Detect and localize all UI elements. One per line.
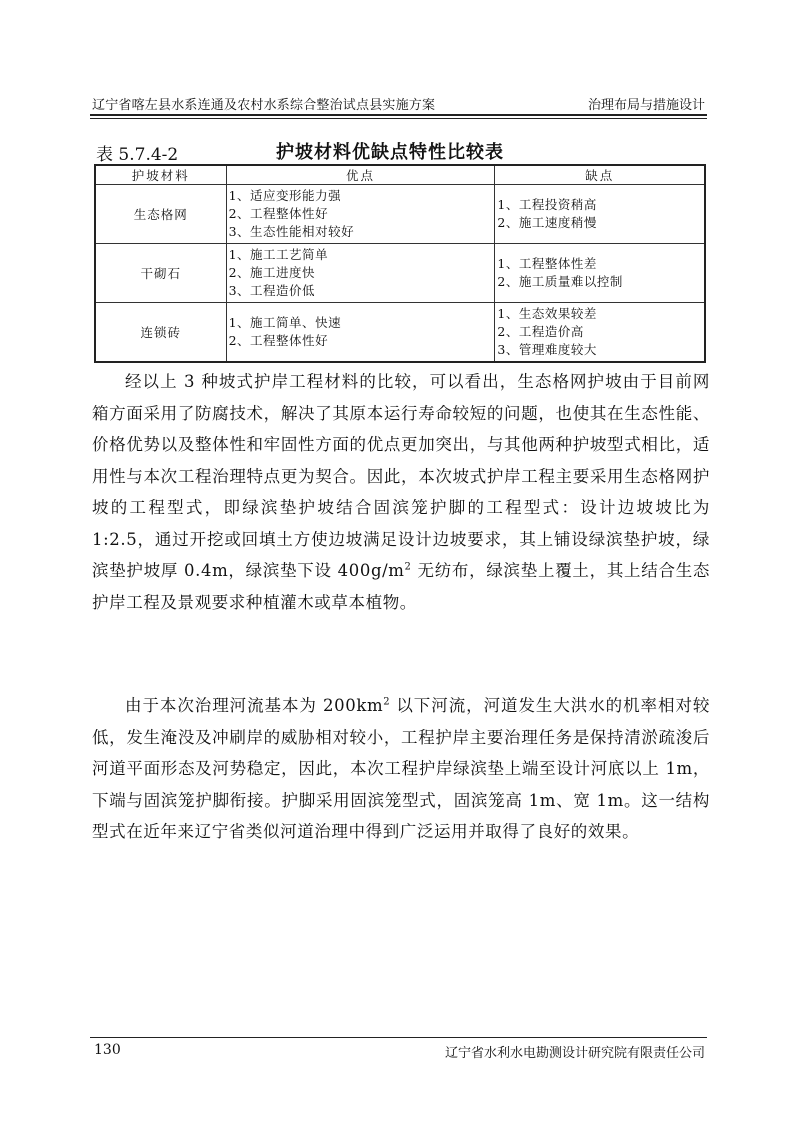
pros-item: 2、工程整体性好 [228,333,329,348]
pros-cell [226,303,495,363]
cons-cell [495,244,705,303]
cons-item: 2、施工质量难以控制 [497,274,623,289]
column-header-pros: 优点 [226,165,495,185]
pros-item: 1、适应变形能力强 [228,188,342,203]
header-rule [90,114,707,119]
cons-item: 2、施工速度稍慢 [497,215,597,230]
footer-organization: 辽宁省水利水电勘测设计研究院有限责任公司 [444,1046,705,1061]
table-header-row [95,165,705,185]
cons-item: 1、工程投资稍高 [497,197,597,212]
page-number: 130 [94,1042,121,1058]
running-header-title: 辽宁省喀左县水系连通及农村水系综合整治试点县实施方案 [92,98,436,113]
material-cell: 连锁砖 [95,303,226,363]
column-header-material: 护坡材料 [95,165,226,185]
table-row [95,244,705,303]
superscript: 2 [404,561,412,573]
comparison-table [94,164,706,363]
column-header-cons: 缺点 [495,165,705,185]
body-paragraph-1 [92,366,710,618]
paragraph-text-part: 经以上 3 种坡式护岸工程材料的比较，可以看出，生态格网护坡由于目前网箱方面采用了防腐技术，解决了其原本运行寿命较短的问题，也使其在生态性能、价格优势以及整体性和牢固性方面的优点更加突出，与其他两种护坡型式相比，适用性与本次工程治理特点更为契合。因此，本次坡式护岸工程主要采用生态格网护坡的工程型式，即绿滨垫护坡结合固滨笼护脚的工程型式：设计边坡坡比为 1:2.5，通过开挖或回填土方使边坡满足设计边坡要求，其上铺设绿滨垫护坡，绿滨垫护坡厚 0.4m，绿滨垫下设 400g/m [92,372,710,580]
running-header-section: 治理布局与措施设计 [587,98,705,113]
table-row [95,185,705,244]
paragraph-text-part: 无纺布，绿滨垫上覆土，其上结合生态护岸工程及景观要求种植灌木或草本植物。 [92,561,711,612]
footer-rule [90,1037,707,1038]
body-paragraph-2 [92,690,710,848]
cons-item: 1、工程整体性差 [497,256,597,271]
paragraph-text-part: 以下河流，河道发生大洪水的机率相对较低，发生淹没及冲刷岸的威胁相对较小，工程护岸主要治理任务是保持清淤疏浚后河道平面形态及河势稳定，因此，本次工程护岸绿滨垫上端至设计河底以上 1m，下端与固滨笼护脚衔接。护脚采用固滨笼型式，固滨笼高 1m、宽 1m。这一结构型式在近年来辽宁省类似河道治理中得到广泛运用并取得了良好的效果。 [92,696,710,841]
pros-item: 2、工程整体性好 [228,206,329,221]
table-number: 表 5.7.4-2 [96,145,179,165]
cons-cell [495,303,705,363]
table-title: 护坡材料优缺点特性比较表 [276,142,504,163]
cons-item: 3、管理难度较大 [497,342,597,357]
pros-item: 1、施工工艺简单 [228,247,329,262]
paragraph-text [92,366,710,618]
pros-item: 2、施工进度快 [228,265,316,280]
pros-cell [226,244,495,303]
material-cell: 生态格网 [95,185,226,244]
cons-item: 1、生态效果较差 [497,306,597,321]
pros-cell [226,185,495,244]
material-cell: 干砌石 [95,244,226,303]
pros-item: 1、施工简单、快速 [228,315,342,330]
superscript: 2 [383,696,391,708]
pros-item: 3、生态性能相对较好 [228,224,355,239]
paragraph-text [92,690,710,848]
cons-cell [495,185,705,244]
cons-item: 2、工程造价高 [497,324,584,339]
pros-item: 3、工程造价低 [228,283,316,298]
table-row [95,303,705,363]
paragraph-text-part: 由于本次治理河流基本为 200km [125,696,384,715]
